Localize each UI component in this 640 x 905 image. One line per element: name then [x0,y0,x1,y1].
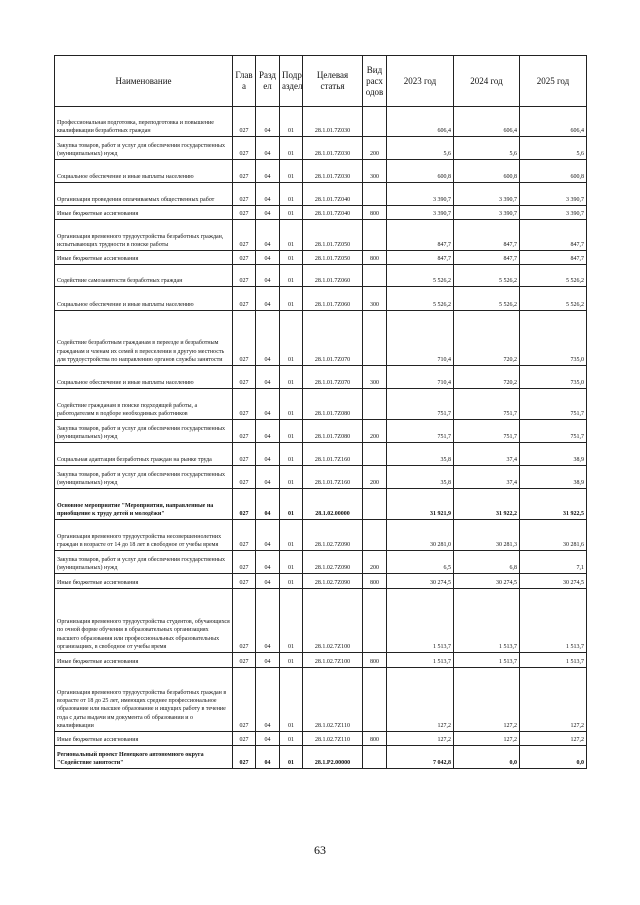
table-row [55,206,587,220]
cell-2025: 127,2 [520,732,587,746]
cell-2023: 35,8 [387,466,454,489]
table-row [55,420,587,443]
header-2023: 2023 год [387,56,454,107]
table-row [55,107,587,137]
cell-target-article: 28.1.01.7Z030 [303,137,363,160]
cell-section: 04 [256,466,280,489]
cell-2024: 127,2 [454,668,520,732]
cell-section: 04 [256,251,280,265]
cell-expense-type: 800 [363,653,387,668]
cell-section: 04 [256,520,280,551]
cell-target-article: 28.1.01.7Z040 [303,183,363,206]
cell-2025: 3 390,7 [520,183,587,206]
cell-chapter: 027 [233,389,256,420]
header-section: Разд ел [256,56,280,107]
cell-2023: 751,7 [387,389,454,420]
cell-2024: 31 922,2 [454,489,520,520]
cell-2024: 847,7 [454,251,520,265]
cell-2023: 1 513,7 [387,653,454,668]
cell-section: 04 [256,183,280,206]
cell-section: 04 [256,389,280,420]
cell-2025: 3 390,7 [520,206,587,220]
cell-chapter: 027 [233,160,256,183]
cell-2023: 31 921,9 [387,489,454,520]
cell-2024: 30 274,5 [454,574,520,589]
cell-subsection: 01 [280,160,303,183]
cell-subsection: 01 [280,287,303,311]
cell-name: Профессиональная подготовка, переподготовка и повышение квалификации безработных граждан [55,107,233,137]
cell-name: Социальное обеспечение и иные выплаты населению [55,160,233,183]
cell-2024: 30 281,3 [454,520,520,551]
cell-target-article: 28.1.01.7Z070 [303,366,363,389]
cell-2024: 751,7 [454,420,520,443]
cell-2024: 6,8 [454,551,520,574]
table-row [55,574,587,589]
cell-section: 04 [256,668,280,732]
cell-subsection: 01 [280,137,303,160]
cell-2025: 600,8 [520,160,587,183]
cell-subsection: 01 [280,220,303,251]
cell-2024: 0,0 [454,746,520,769]
cell-2023: 7 042,8 [387,746,454,769]
table-row [55,443,587,466]
cell-subsection: 01 [280,265,303,287]
cell-expense-type [363,668,387,732]
header-2025: 2025 год [520,56,587,107]
cell-section: 04 [256,551,280,574]
cell-target-article: 28.1.01.7Z050 [303,251,363,265]
cell-section: 04 [256,589,280,653]
cell-expense-type: 800 [363,251,387,265]
cell-2025: 5,6 [520,137,587,160]
cell-target-article: 28.1.01.7Z050 [303,220,363,251]
table-row [55,653,587,668]
cell-subsection: 01 [280,107,303,137]
cell-section: 04 [256,443,280,466]
cell-target-article: 28.1.02.7Z110 [303,668,363,732]
cell-subsection: 01 [280,732,303,746]
cell-chapter: 027 [233,489,256,520]
cell-2024: 3 390,7 [454,183,520,206]
cell-chapter: 027 [233,668,256,732]
cell-subsection: 01 [280,443,303,466]
cell-expense-type: 800 [363,574,387,589]
cell-target-article: 28.1.01.7Z030 [303,160,363,183]
cell-2025: 0,0 [520,746,587,769]
cell-2024: 37,4 [454,466,520,489]
cell-name: Закупка товаров, работ и услуг для обеспечения государственных (муниципальных) нужд [55,551,233,574]
cell-section: 04 [256,220,280,251]
cell-2024: 5,6 [454,137,520,160]
cell-expense-type [363,311,387,366]
table-row [55,732,587,746]
cell-subsection: 01 [280,366,303,389]
cell-name: Закупка товаров, работ и услуг для обеспечения государственных (муниципальных) нужд [55,137,233,160]
cell-2023: 6,5 [387,551,454,574]
cell-chapter: 027 [233,420,256,443]
cell-name: Организация временного трудоустройства безработных граждан в возрасте от 18 до 25 лет, имеющих среднее профессиональное образование или высшее образование и ищущих работу в течение года с даты выдачи им документа об образовании и о квалификации [55,668,233,732]
cell-target-article: 28.1.02.7Z100 [303,589,363,653]
cell-2025: 5 526,2 [520,265,587,287]
cell-section: 04 [256,653,280,668]
cell-expense-type: 300 [363,160,387,183]
cell-2025: 31 922,5 [520,489,587,520]
cell-subsection: 01 [280,746,303,769]
cell-chapter: 027 [233,551,256,574]
cell-target-article: 28.1.02.7Z090 [303,574,363,589]
cell-name: Содействие гражданам в поиске подходящей работы, а работодателям в подборе необходимых работников [55,389,233,420]
cell-2025: 847,7 [520,220,587,251]
cell-target-article: 28.1.02.7Z100 [303,653,363,668]
cell-expense-type: 200 [363,551,387,574]
cell-subsection: 01 [280,574,303,589]
cell-section: 04 [256,107,280,137]
cell-name: Социальная адаптация безработных граждан на рынке труда [55,443,233,466]
table-row [55,520,587,551]
cell-chapter: 027 [233,732,256,746]
cell-chapter: 027 [233,520,256,551]
cell-subsection: 01 [280,389,303,420]
cell-2024: 3 390,7 [454,206,520,220]
cell-expense-type [363,220,387,251]
cell-expense-type [363,746,387,769]
cell-target-article: 28.1.02.7Z090 [303,520,363,551]
cell-name: Организация временного трудоустройства несовершеннолетних граждан в возрасте от 14 до 18 лет в свободное от учебы время [55,520,233,551]
cell-subsection: 01 [280,206,303,220]
cell-2025: 30 281,6 [520,520,587,551]
cell-section: 04 [256,137,280,160]
table-row [55,389,587,420]
cell-2023: 127,2 [387,668,454,732]
cell-name: Закупка товаров, работ и услуг для обеспечения государственных (муниципальных) нужд [55,420,233,443]
cell-2023: 3 390,7 [387,183,454,206]
cell-section: 04 [256,420,280,443]
page-number: 63 [314,843,326,857]
cell-subsection: 01 [280,551,303,574]
cell-2023: 5,6 [387,137,454,160]
cell-2024: 1 513,7 [454,653,520,668]
cell-expense-type: 200 [363,137,387,160]
cell-section: 04 [256,287,280,311]
cell-2023: 5 526,2 [387,265,454,287]
cell-target-article: 28.1.01.7Z160 [303,443,363,466]
cell-chapter: 027 [233,366,256,389]
header-target-article: Целевая статья [303,56,363,107]
cell-subsection: 01 [280,653,303,668]
cell-2024: 5 526,2 [454,287,520,311]
cell-target-article: 28.1.01.7Z060 [303,287,363,311]
cell-chapter: 027 [233,287,256,311]
table-row [55,589,587,653]
table-body [55,107,587,769]
cell-2024: 720,2 [454,366,520,389]
cell-target-article: 28.1.02.00000 [303,489,363,520]
cell-2023: 600,8 [387,160,454,183]
table-row [55,466,587,489]
cell-chapter: 027 [233,265,256,287]
cell-2025: 38,9 [520,466,587,489]
cell-chapter: 027 [233,183,256,206]
cell-2023: 751,7 [387,420,454,443]
cell-name: Организация временного трудоустройства безработных граждан, испытывающих трудности в поиске работы [55,220,233,251]
cell-expense-type [363,443,387,466]
cell-subsection: 01 [280,668,303,732]
cell-name: Социальное обеспечение и иные выплаты населению [55,287,233,311]
cell-2023: 127,2 [387,732,454,746]
cell-expense-type [363,107,387,137]
cell-2023: 5 526,2 [387,287,454,311]
cell-subsection: 01 [280,183,303,206]
cell-expense-type [363,489,387,520]
cell-expense-type [363,265,387,287]
cell-expense-type: 800 [363,206,387,220]
cell-2024: 5 526,2 [454,265,520,287]
cell-2025: 1 513,7 [520,653,587,668]
cell-2023: 606,4 [387,107,454,137]
cell-chapter: 027 [233,574,256,589]
cell-expense-type [363,183,387,206]
cell-2023: 710,4 [387,366,454,389]
cell-2025: 735,0 [520,366,587,389]
cell-chapter: 027 [233,137,256,160]
cell-subsection: 01 [280,466,303,489]
cell-name: Иные бюджетные ассигнования [55,206,233,220]
cell-target-article: 28.1.01.7Z080 [303,389,363,420]
cell-expense-type: 200 [363,466,387,489]
cell-chapter: 027 [233,220,256,251]
table-row [55,220,587,251]
table-row [55,137,587,160]
cell-2025: 751,7 [520,389,587,420]
table-row [55,183,587,206]
header-name: Наименование [55,56,233,107]
cell-section: 04 [256,206,280,220]
cell-name: Основное мероприятие "Мероприятия, направленные на приобщение к труду детей и молодёжи" [55,489,233,520]
cell-target-article: 28.1.01.7Z080 [303,420,363,443]
cell-name: Иные бюджетные ассигнования [55,251,233,265]
table-row [55,366,587,389]
cell-chapter: 027 [233,653,256,668]
cell-2024: 847,7 [454,220,520,251]
cell-section: 04 [256,366,280,389]
cell-name: Организация проведения оплачиваемых общественных работ [55,183,233,206]
cell-2023: 30 274,5 [387,574,454,589]
cell-subsection: 01 [280,589,303,653]
cell-2025: 735,0 [520,311,587,366]
cell-2025: 606,4 [520,107,587,137]
cell-expense-type: 300 [363,366,387,389]
cell-expense-type [363,389,387,420]
cell-subsection: 01 [280,489,303,520]
cell-subsection: 01 [280,311,303,366]
cell-section: 04 [256,732,280,746]
header-2024: 2024 год [454,56,520,107]
cell-2024: 127,2 [454,732,520,746]
header-chapter: Глав а [233,56,256,107]
cell-2024: 37,4 [454,443,520,466]
table-row [55,551,587,574]
cell-name: Содействие самозанятости безработных граждан [55,265,233,287]
cell-2025: 38,9 [520,443,587,466]
budget-table [54,55,587,769]
cell-subsection: 01 [280,420,303,443]
cell-expense-type [363,520,387,551]
cell-chapter: 027 [233,206,256,220]
cell-expense-type: 200 [363,420,387,443]
cell-expense-type: 800 [363,732,387,746]
table-row [55,668,587,732]
cell-chapter: 027 [233,107,256,137]
cell-name: Организация временного трудоустройства студентов, обучающихся по очной форме обучения в образовательных организациях высшего образования или профессиональных образовательных организациях, в свободное от учебы время [55,589,233,653]
cell-2023: 30 281,0 [387,520,454,551]
cell-2025: 1 513,7 [520,589,587,653]
cell-name: Иные бюджетные ассигнования [55,574,233,589]
cell-2025: 30 274,5 [520,574,587,589]
cell-target-article: 28.1.01.7Z040 [303,206,363,220]
table-row [55,287,587,311]
cell-name: Социальное обеспечение и иные выплаты населению [55,366,233,389]
table-row [55,251,587,265]
cell-chapter: 027 [233,746,256,769]
cell-2025: 847,7 [520,251,587,265]
cell-subsection: 01 [280,251,303,265]
table-row [55,489,587,520]
cell-2023: 847,7 [387,251,454,265]
cell-2023: 3 390,7 [387,206,454,220]
table-header-row [55,56,587,107]
cell-section: 04 [256,574,280,589]
cell-target-article: 28.1.01.7Z030 [303,107,363,137]
cell-section: 04 [256,311,280,366]
cell-2024: 1 513,7 [454,589,520,653]
cell-2024: 600,8 [454,160,520,183]
cell-2023: 847,7 [387,220,454,251]
cell-2023: 1 513,7 [387,589,454,653]
cell-name: Иные бюджетные ассигнования [55,653,233,668]
cell-2025: 5 526,2 [520,287,587,311]
cell-chapter: 027 [233,251,256,265]
cell-2025: 751,7 [520,420,587,443]
cell-chapter: 027 [233,466,256,489]
cell-section: 04 [256,265,280,287]
cell-subsection: 01 [280,520,303,551]
cell-2023: 710,4 [387,311,454,366]
cell-target-article: 28.1.P2.00000 [303,746,363,769]
cell-2024: 720,2 [454,311,520,366]
cell-target-article: 28.1.02.7Z090 [303,551,363,574]
cell-target-article: 28.1.02.7Z110 [303,732,363,746]
cell-chapter: 027 [233,589,256,653]
cell-target-article: 28.1.01.7Z060 [303,265,363,287]
cell-2024: 751,7 [454,389,520,420]
cell-section: 04 [256,746,280,769]
cell-target-article: 28.1.01.7Z070 [303,311,363,366]
cell-section: 04 [256,489,280,520]
cell-section: 04 [256,160,280,183]
cell-expense-type: 300 [363,287,387,311]
table-row [55,311,587,366]
table-row [55,746,587,769]
cell-chapter: 027 [233,311,256,366]
table-row [55,160,587,183]
cell-2025: 7,1 [520,551,587,574]
cell-2024: 606,4 [454,107,520,137]
cell-target-article: 28.1.01.7Z160 [303,466,363,489]
cell-expense-type [363,589,387,653]
cell-2023: 35,8 [387,443,454,466]
cell-name: Закупка товаров, работ и услуг для обеспечения государственных (муниципальных) нужд [55,466,233,489]
table-row [55,265,587,287]
cell-name: Региональный проект Ненецкого автономного округа "Содействие занятости" [55,746,233,769]
cell-name: Содействие безработным гражданам в переезде и безработным гражданам и членам их семей в переселении в другую местность для трудоустройства по направлению органов службы занятости [55,311,233,366]
cell-chapter: 027 [233,443,256,466]
cell-name: Иные бюджетные ассигнования [55,732,233,746]
header-subsection: Подр аздел [280,56,303,107]
header-expense-type: Вид расх одов [363,56,387,107]
cell-2025: 127,2 [520,668,587,732]
